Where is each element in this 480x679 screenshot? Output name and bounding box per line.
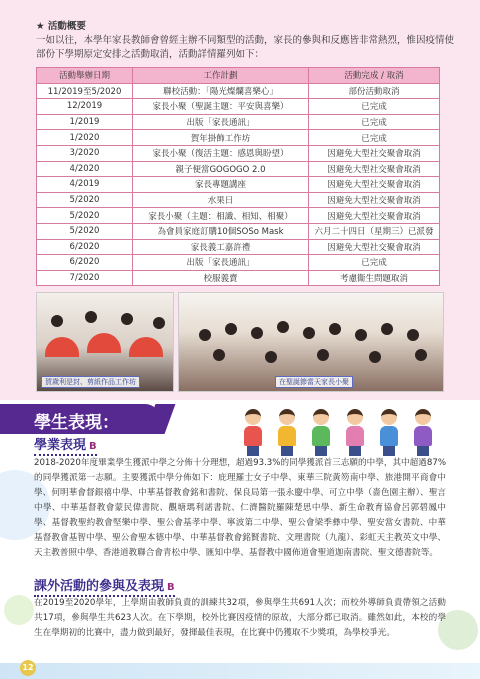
table-row [37,255,440,271]
table-row [37,192,440,208]
cell-date: 7/2020 [37,270,133,286]
photo-person [415,349,427,361]
cell-status: 因避免大型社交聚會取消 [309,239,440,255]
table-header-row [37,68,440,84]
cell-date: 11/2019至5/2020 [37,83,133,99]
photo-person [251,327,263,339]
table-row [37,99,440,115]
cell-status: 考慮衞生問題取消 [309,270,440,286]
cell-plan: 聯校活動：「陽光燦爛喜樂心」 [133,83,309,99]
photo-person [153,317,165,329]
cell-date: 4/2020 [37,161,133,177]
cell-date: 4/2019 [37,177,133,193]
photo-person [213,349,225,361]
table-row [37,177,440,193]
cell-status: 因避免大型社交聚會取消 [309,161,440,177]
cell-status: 因避免大型社交聚會取消 [309,208,440,224]
cell-status: 已完成 [309,130,440,146]
photo-person [329,323,341,335]
table-row [37,145,440,161]
cell-plan: 出版「家長通訊」 [133,255,309,271]
column-header-date: 活動舉辦日期 [37,68,133,84]
red-fan [129,337,163,357]
cell-plan: 校服義賣 [133,270,309,286]
column-header-plan: 工作計劃 [133,68,309,84]
table-row [37,130,440,146]
photo-caption: 賀歲利是封、剪紙作品工作坊 [41,376,140,388]
extracurricular-text: 在2019至2020學年，上學期由教師負責的訓練共32項，參與學生共691人次；而校外導師負責帶領之活動共17項，參與學生共623人次。在下學期，校外比賽因疫情的原故，大部分都已取消。雖然如此，本校的學生在學期初的比賽中，盡力做到最好，發揮最佳表現，在比賽中仍獲取不少獎項，為學校爭光。 [34,598,446,638]
cell-plan: 家長義工嘉許禮 [133,239,309,255]
child-figure [310,409,332,456]
cell-status: 因避免大型社交聚會取消 [309,177,440,193]
cell-plan: 家長小聚（復活主題：感恩與盼望） [133,145,309,161]
photo-person [303,327,315,339]
children-illustration [232,398,442,456]
cell-date: 5/2020 [37,208,133,224]
cell-plan: 親子便當GOGOGO 2.0 [133,161,309,177]
photo-person [51,315,63,327]
photo-person [381,323,393,335]
table-row [37,239,440,255]
cell-date: 1/2019 [37,114,133,130]
activities-intro-text: 一如以往，本學年家長教師會曾經主辦不同類型的活動，家長的參與和反應皆非常熱烈，惟因疫情使部份下學期原定安排之活動取消，活動詳情羅列如下： [36,35,455,60]
photo-person [355,329,367,341]
section-b-icon: B [89,441,97,452]
cell-status: 因避免大型社交聚會取消 [309,192,440,208]
section-b-icon: B [167,582,175,593]
photo-caption: 在聖誕節當天家長小聚 [275,376,353,388]
cell-date: 6/2020 [37,255,133,271]
child-figure [412,409,434,456]
table-row [37,223,440,239]
table-row [37,208,440,224]
extracurricular-title: 課外活動的參與及表現 [34,579,165,594]
academic-performance-heading [34,434,97,456]
decorative-bubble [4,595,34,625]
academic-performance-title: 學業表現 [34,438,87,453]
cell-status: 因避免大型社交聚會取消 [309,145,440,161]
cell-date: 6/2020 [37,239,133,255]
photo-person [265,351,277,363]
cell-plan: 水果日 [133,192,309,208]
photo-person [85,311,97,323]
workshop-photo [36,292,174,392]
red-fan [45,337,79,357]
photo-person [317,349,329,361]
cell-plan: 家長小聚（聖誕主題：平安與喜樂） [133,99,309,115]
cell-status: 已完成 [309,255,440,271]
photo-person [199,329,211,341]
academic-performance-text: 2018-2020年度畢業學生獲派中學之分佈十分理想，超過93.3%的同學獲派首三志願的中學，其中超過87%的同學獲派第一志願。主要獲派中學分佈如下：庇理羅士女子中學、東華三院黃笏南中學、旅港開平商會中學、何明華會督銀禧中學、中華基督教會銘和書院、保良局第一張永慶中學、可立中學（嗇色園主辦）、聖言中學、中華基督教會蒙民偉書院、觀塘瑪利諾書院、仁濟醫院羅陳楚思中學、新生命教育協會呂郭碧鳳中學、基督教聖約教會堅樂中學、聖公會基孝中學、寧波第二中學、聖公會梁季彝中學、聖安當女書院、中華基督教會基智中學、聖公會聖本德中學、中華基督教會銘賢書院、文理書院（九龍）、彩虹天主教英文中學、天主教普照中學、香港道教聯合會青松中學、匯知中學、基督教中國佈道會聖道迦南書院、聖文德書院等。 [34,458,446,558]
extracurricular-heading [34,575,175,597]
table-row [37,161,440,177]
table-row [37,270,440,286]
cell-status: 已完成 [309,114,440,130]
photo-person [407,329,419,341]
cell-plan: 賀年掛飾工作坊 [133,130,309,146]
photo-person [225,323,237,335]
activities-heading: ★ 活動概要 [36,21,86,32]
child-figure [242,409,264,456]
cell-plan: 家長專題講座 [133,177,309,193]
cell-status: 六月二十四日（星期三）已派發 [309,223,440,239]
table-row [37,83,440,99]
red-fan [87,333,121,353]
activities-intro [36,20,460,62]
child-figure [344,409,366,456]
cell-plan: 家長小聚（主題：相識、相知、相聚） [133,208,309,224]
cell-date: 5/2020 [37,192,133,208]
activities-table [36,67,440,286]
photo-person [121,313,133,325]
column-header-status: 活動完成 / 取消 [309,68,440,84]
table-row [37,114,440,130]
child-figure [276,409,298,456]
page-number: 12 [20,660,36,676]
bottom-decoration [0,663,480,679]
cell-status: 部份活動取消 [309,83,440,99]
cell-date: 3/2020 [37,145,133,161]
photo-person [277,321,289,333]
cell-plan: 為會員家庭訂購10個SOSo Mask [133,223,309,239]
student-performance-banner: 學生表現： [0,404,160,434]
cell-date: 1/2020 [37,130,133,146]
cell-status: 已完成 [309,99,440,115]
cell-date: 12/2019 [37,99,133,115]
photo-person [369,351,381,363]
christmas-gathering-photo [178,292,444,392]
cell-plan: 出版「家長通訊」 [133,114,309,130]
cell-date: 5/2020 [37,223,133,239]
child-figure [378,409,400,456]
